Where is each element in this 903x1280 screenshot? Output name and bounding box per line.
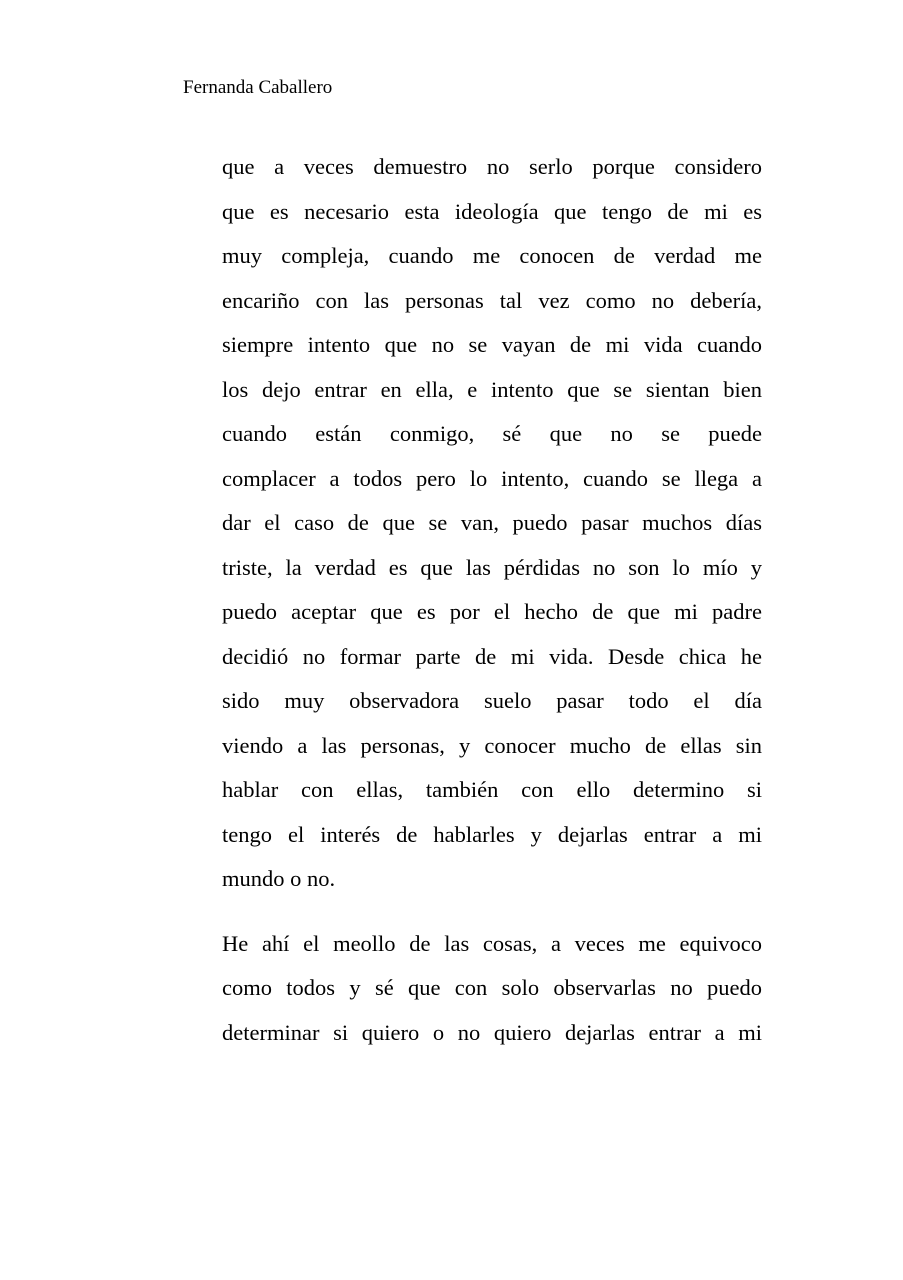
text-line: cuando están conmigo, sé que no se puede bbox=[222, 421, 762, 446]
text-line: determinar si quiero o no quiero dejarlas entrar a mi bbox=[222, 1019, 762, 1045]
text-line: dar el caso de que se van, puedo pasar muchos días bbox=[222, 510, 762, 535]
text-line: decidió no formar parte de mi vida. Desde chica he bbox=[222, 643, 762, 669]
text-line: que a veces demuestro no serlo porque considero bbox=[222, 154, 762, 179]
body-text bbox=[222, 145, 762, 1055]
text-line: viendo a las personas, y conocer mucho de ellas sin bbox=[222, 732, 762, 758]
running-header-author: Fernanda Caballero bbox=[183, 77, 333, 98]
text-line: siempre intento que no se vayan de mi vida cuando bbox=[222, 332, 762, 357]
text-line: hablar con ellas, también con ello determino si bbox=[222, 777, 762, 802]
text-line: sido muy observadora suelo pasar todo el día bbox=[222, 688, 762, 713]
text-line: los dejo entrar en ella, e intento que se sientan bien bbox=[222, 376, 762, 402]
text-line: muy compleja, cuando me conocen de verdad me bbox=[222, 243, 762, 268]
paragraph-1 bbox=[222, 145, 762, 902]
text-line: como todos y sé que con solo observarlas no puedo bbox=[222, 975, 762, 1000]
paragraph-spacing bbox=[222, 902, 762, 922]
text-line: encariño con las personas tal vez como no debería, bbox=[222, 287, 762, 313]
text-line: complacer a todos pero lo intento, cuando se llega a bbox=[222, 465, 762, 491]
text-line: mundo o no. bbox=[222, 866, 336, 891]
text-line: triste, la verdad es que las pérdidas no son lo mío y bbox=[222, 554, 762, 580]
text-line: tengo el interés de hablarles y dejarlas entrar a mi bbox=[222, 821, 762, 847]
text-line: puedo aceptar que es por el hecho de que mi padre bbox=[222, 599, 762, 624]
text-line: que es necesario esta ideología que tengo de mi es bbox=[222, 198, 762, 224]
text-line: He ahí el meollo de las cosas, a veces me equivoco bbox=[222, 930, 762, 956]
paragraph-2 bbox=[222, 922, 762, 1056]
